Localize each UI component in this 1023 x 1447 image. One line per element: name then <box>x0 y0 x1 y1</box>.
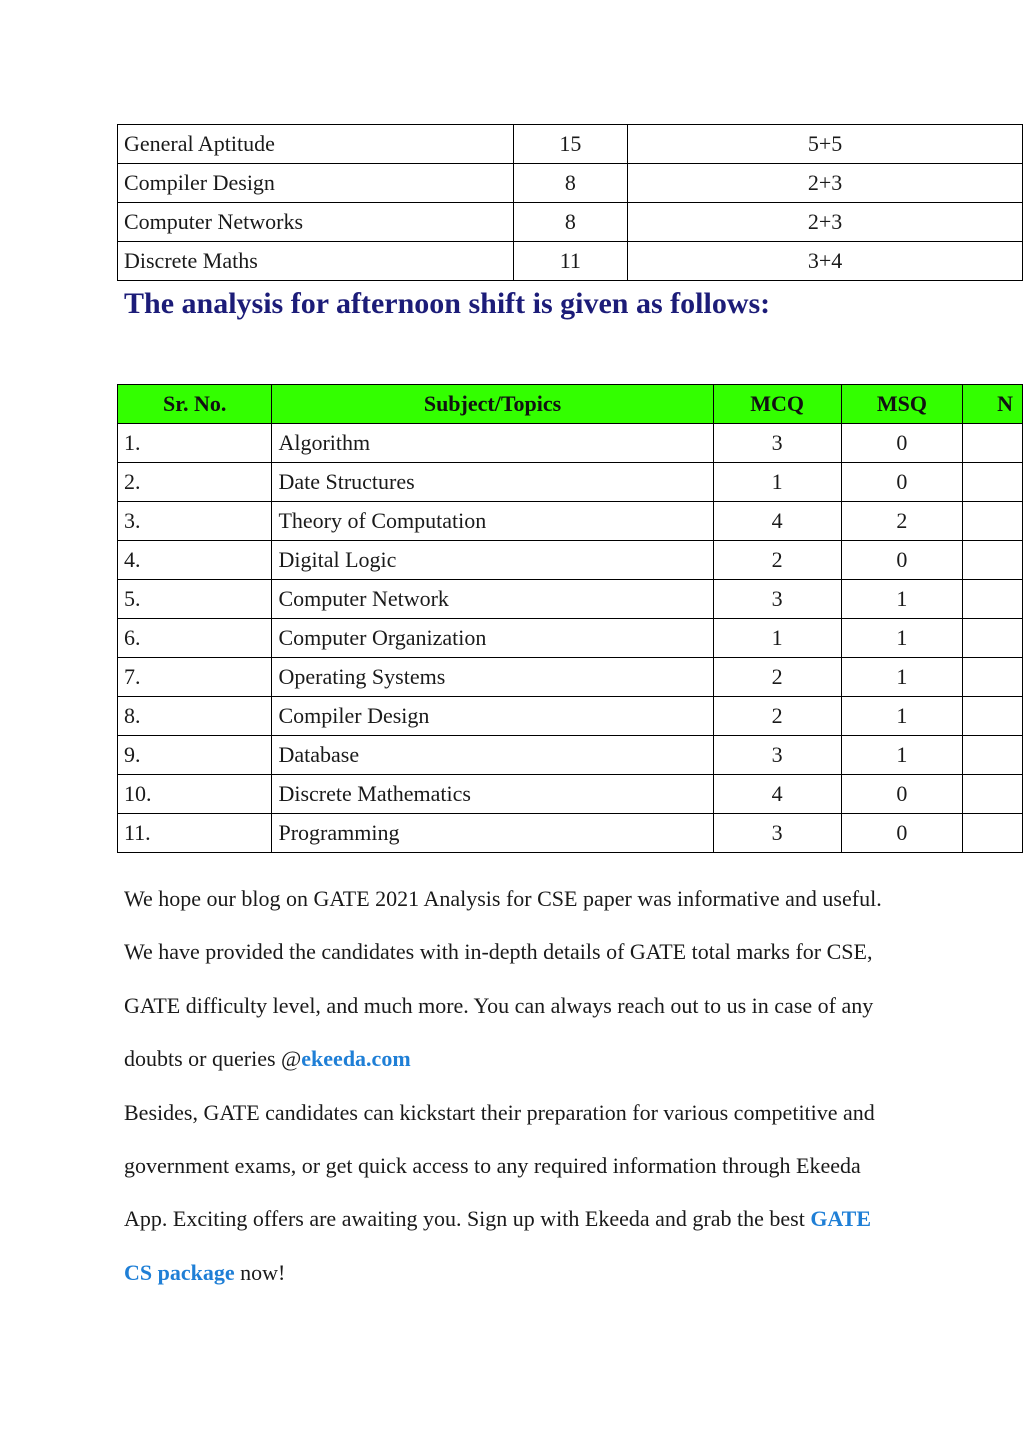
mcq-cell: 4 <box>713 775 841 814</box>
msq-cell: 1 <box>841 736 962 775</box>
subject-cell: Compiler Design <box>118 164 514 203</box>
mcq-cell: 4 <box>713 502 841 541</box>
paragraph-text: We hope our blog on GATE 2021 Analysis for CSE paper was informative and useful. We have provided the candidates with in-depth details of GATE total marks for CSE, GATE difficulty level, and much more. You can always reach out to us in case of any doubts or queries @ <box>124 886 882 1072</box>
subject-cell: Digital Logic <box>272 541 713 580</box>
count-cell: 15 <box>513 125 628 164</box>
msq-cell: 2 <box>841 502 962 541</box>
paragraph-feedback <box>124 872 904 1086</box>
header-nat: N <box>963 385 1023 424</box>
subject-cell: Computer Networks <box>118 203 514 242</box>
sr-no-cell: 7. <box>118 658 272 697</box>
nat-cell <box>963 619 1023 658</box>
nat-cell <box>963 736 1023 775</box>
nat-cell <box>963 424 1023 463</box>
table-row <box>118 424 1023 463</box>
nat-cell <box>963 658 1023 697</box>
nat-cell <box>963 580 1023 619</box>
table-row <box>118 203 1023 242</box>
nat-cell <box>963 541 1023 580</box>
table-row <box>118 658 1023 697</box>
sr-no-cell: 6. <box>118 619 272 658</box>
msq-cell: 1 <box>841 580 962 619</box>
mcq-cell: 2 <box>713 658 841 697</box>
ekeeda-link[interactable]: ekeeda.com <box>301 1046 411 1072</box>
msq-cell: 1 <box>841 697 962 736</box>
nat-cell <box>963 775 1023 814</box>
table-row <box>118 814 1023 853</box>
subject-cell: Computer Organization <box>272 619 713 658</box>
subject-cell: General Aptitude <box>118 125 514 164</box>
afternoon-shift-table <box>117 384 1023 853</box>
table-row <box>118 164 1023 203</box>
subject-cell: Algorithm <box>272 424 713 463</box>
mcq-cell: 1 <box>713 463 841 502</box>
table-header-row <box>118 385 1023 424</box>
subject-cell: Operating Systems <box>272 658 713 697</box>
subject-cell: Computer Network <box>272 580 713 619</box>
mcq-cell: 1 <box>713 619 841 658</box>
msq-cell: 0 <box>841 814 962 853</box>
sr-no-cell: 9. <box>118 736 272 775</box>
msq-cell: 1 <box>841 619 962 658</box>
sr-no-cell: 1. <box>118 424 272 463</box>
msq-cell: 0 <box>841 463 962 502</box>
paragraph-text: Besides, GATE candidates can kickstart their preparation for various competitive and government exams, or get quick access to any required information through Ekeeda App. Exciting offers are awaiting you. Sign up with Ekeeda and grab the best <box>124 1099 875 1232</box>
count-cell: 8 <box>513 203 628 242</box>
count-cell: 11 <box>513 242 628 281</box>
subject-cell: Compiler Design <box>272 697 713 736</box>
header-sr-no: Sr. No. <box>118 385 272 424</box>
nat-cell <box>963 502 1023 541</box>
table-row <box>118 697 1023 736</box>
msq-cell: 0 <box>841 775 962 814</box>
subject-cell: Programming <box>272 814 713 853</box>
table-row <box>118 736 1023 775</box>
table-body <box>118 424 1023 853</box>
subject-cell: Theory of Computation <box>272 502 713 541</box>
header-msq: MSQ <box>841 385 962 424</box>
subject-cell: Discrete Maths <box>118 242 514 281</box>
mcq-cell: 3 <box>713 580 841 619</box>
header-subject: Subject/Topics <box>272 385 713 424</box>
msq-cell: 1 <box>841 658 962 697</box>
sr-no-cell: 10. <box>118 775 272 814</box>
split-cell: 2+3 <box>628 164 1023 203</box>
subject-cell: Date Structures <box>272 463 713 502</box>
section-heading: The analysis for afternoon shift is given as follows: <box>124 287 771 320</box>
split-cell: 5+5 <box>628 125 1023 164</box>
msq-cell: 0 <box>841 424 962 463</box>
table-row <box>118 580 1023 619</box>
gate-cs-package-link[interactable]: GATE CS package <box>124 1206 872 1285</box>
paragraph-text: now! <box>234 1259 286 1285</box>
mcq-cell: 3 <box>713 814 841 853</box>
mcq-cell: 2 <box>713 697 841 736</box>
nat-cell <box>963 814 1023 853</box>
top-table <box>117 124 1023 281</box>
nat-cell <box>963 697 1023 736</box>
table-row <box>118 541 1023 580</box>
sr-no-cell: 5. <box>118 580 272 619</box>
msq-cell: 0 <box>841 541 962 580</box>
mcq-cell: 3 <box>713 424 841 463</box>
table-row <box>118 125 1023 164</box>
paragraph-promo <box>124 1086 904 1300</box>
closing-text <box>124 872 904 1299</box>
table-row <box>118 463 1023 502</box>
mcq-cell: 3 <box>713 736 841 775</box>
sr-no-cell: 4. <box>118 541 272 580</box>
table-row <box>118 242 1023 281</box>
mcq-cell: 2 <box>713 541 841 580</box>
split-cell: 2+3 <box>628 203 1023 242</box>
sr-no-cell: 2. <box>118 463 272 502</box>
sr-no-cell: 3. <box>118 502 272 541</box>
split-cell: 3+4 <box>628 242 1023 281</box>
table-row <box>118 502 1023 541</box>
table-row <box>118 775 1023 814</box>
subject-cell: Discrete Mathematics <box>272 775 713 814</box>
sr-no-cell: 8. <box>118 697 272 736</box>
nat-cell <box>963 463 1023 502</box>
header-mcq: MCQ <box>713 385 841 424</box>
count-cell: 8 <box>513 164 628 203</box>
subject-cell: Database <box>272 736 713 775</box>
table-row <box>118 619 1023 658</box>
sr-no-cell: 11. <box>118 814 272 853</box>
